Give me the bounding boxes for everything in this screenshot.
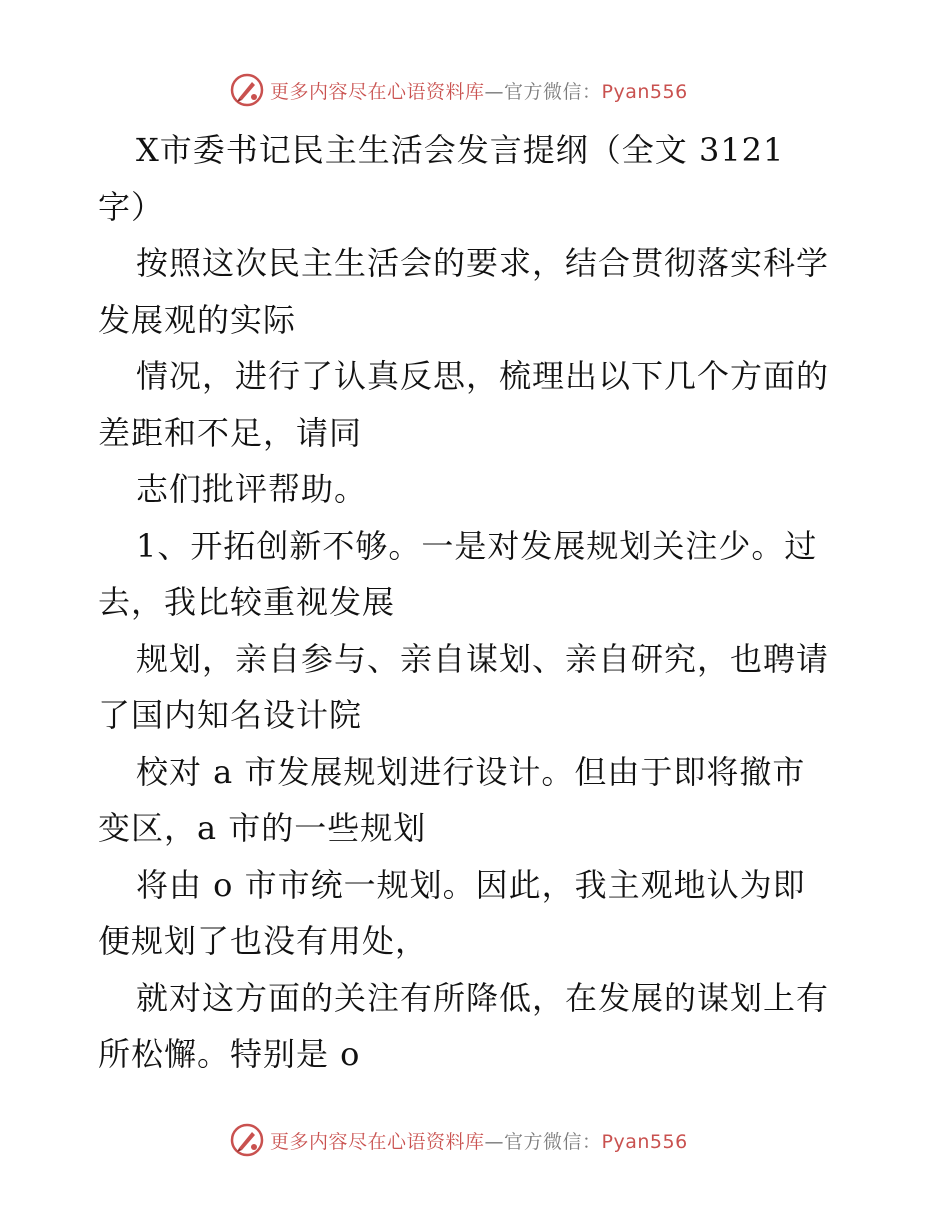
doc-line: 发展观的实际 xyxy=(98,300,297,339)
doc-line: 去，我比较重视发展 xyxy=(98,583,396,621)
banner-text xyxy=(270,1127,688,1154)
doc-line: 将由 o 市市统一规划。因此，我主观地认为即 xyxy=(136,865,806,904)
banner-official: 官方微信： xyxy=(504,80,602,103)
banner-official: 官方微信： xyxy=(504,1130,602,1153)
doc-title-line-2: 字） xyxy=(98,187,165,226)
footer-banner xyxy=(230,1122,688,1158)
banner-wechat-id: Pyan556 xyxy=(601,1130,688,1153)
doc-line: 情况，进行了认真反思，梳理出以下几个方面的 xyxy=(136,357,830,395)
doc-line: 规划，亲自参与、亲自谋划、亲自研究，也聘请 xyxy=(136,639,830,678)
doc-line: 便规划了也没有用处， xyxy=(98,922,429,960)
doc-line: 所松懈。特别是 o xyxy=(98,1035,361,1073)
banner-promo: 更多内容尽在心语资料库 xyxy=(270,80,485,103)
header-banner xyxy=(230,72,688,108)
banner-promo: 更多内容尽在心语资料库 xyxy=(270,1130,485,1153)
doc-line: 就对这方面的关注有所降低，在发展的谋划上有 xyxy=(136,978,830,1017)
doc-line: 了国内知名设计院 xyxy=(98,696,363,734)
doc-title-line-1: X市委书记民主生活会发言提纲（全文 3121 xyxy=(136,131,785,169)
banner-dash: — xyxy=(484,80,505,103)
banner-text xyxy=(270,77,688,104)
banner-wechat-id: Pyan556 xyxy=(601,80,688,103)
doc-line: 变区，a 市的一些规划 xyxy=(98,809,427,847)
banner-dash: — xyxy=(484,1130,505,1153)
doc-line: 差距和不足，请同 xyxy=(98,413,363,452)
quill-pen-logo-icon xyxy=(230,1123,264,1157)
doc-line: 1、开拓创新不够。一是对发展规划关注少。过 xyxy=(136,526,818,565)
doc-line: 校对 a 市发展规划进行设计。但由于即将撤市 xyxy=(136,752,806,791)
doc-line: 志们批评帮助。 xyxy=(136,470,368,508)
quill-pen-logo-icon xyxy=(230,73,264,107)
document-body xyxy=(98,122,858,1083)
doc-line: 按照这次民主生活会的要求，结合贯彻落实科学 xyxy=(136,244,830,282)
